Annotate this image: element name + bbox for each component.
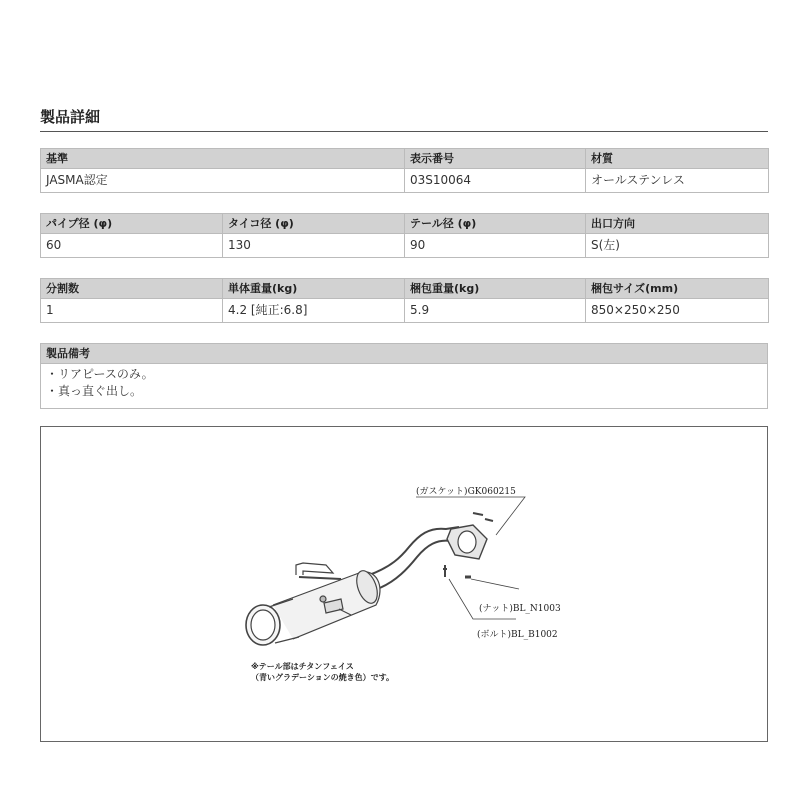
value-standard: JASMA認定 (41, 169, 405, 193)
header-display-number: 表示番号 (405, 149, 586, 169)
tail-note-line: （青いグラデーションの焼き色）です。 (251, 673, 395, 682)
value-unit-weight: 4.2 [純正:6.8] (223, 299, 405, 323)
callout-nut: (ナット)BL_N1003 (479, 604, 561, 614)
muffler-diagram (40, 426, 768, 742)
tail-finish-note (251, 661, 394, 683)
notes-body (41, 364, 768, 409)
value-pipe-diameter: 60 (41, 234, 223, 258)
value-material: オールステンレス (586, 169, 769, 193)
value-silencer-diameter: 130 (223, 234, 405, 258)
header-exit-direction: 出口方向 (586, 214, 769, 234)
header-pipe-diameter: パイプ径 (φ) (41, 214, 223, 234)
header-standard: 基準 (41, 149, 405, 169)
header-package-size: 梱包サイズ(mm) (586, 279, 769, 299)
header-pieces: 分割数 (41, 279, 223, 299)
note-line: ・真っ直ぐ出し。 (46, 384, 143, 398)
header-unit-weight: 単体重量(kg) (223, 279, 405, 299)
value-package-weight: 5.9 (405, 299, 586, 323)
header-silencer-diameter: タイコ径 (φ) (223, 214, 405, 234)
value-exit-direction: S(左) (586, 234, 769, 258)
spec-table-weight (40, 278, 769, 323)
product-notes-table (40, 343, 768, 409)
value-tail-diameter: 90 (405, 234, 586, 258)
tail-note-line: ※テール部はチタンフェイス (251, 662, 354, 671)
title-divider (40, 131, 768, 132)
note-line: ・リアピースのみ。 (46, 367, 154, 381)
header-material: 材質 (586, 149, 769, 169)
value-display-number: 03S10064 (405, 169, 586, 193)
spec-table-dimensions (40, 213, 769, 258)
header-tail-diameter: テール径 (φ) (405, 214, 586, 234)
header-package-weight: 梱包重量(kg) (405, 279, 586, 299)
callout-gasket: (ガスケット)GK060215 (416, 487, 516, 497)
muffler-illustration (41, 427, 767, 741)
callout-bolt: (ボルト)BL_B1002 (477, 630, 558, 640)
value-pieces: 1 (41, 299, 223, 323)
value-package-size: 850×250×250 (586, 299, 769, 323)
spec-table-standard (40, 148, 769, 193)
section-title: 製品詳細 (40, 108, 101, 126)
notes-header: 製品備考 (41, 344, 768, 364)
